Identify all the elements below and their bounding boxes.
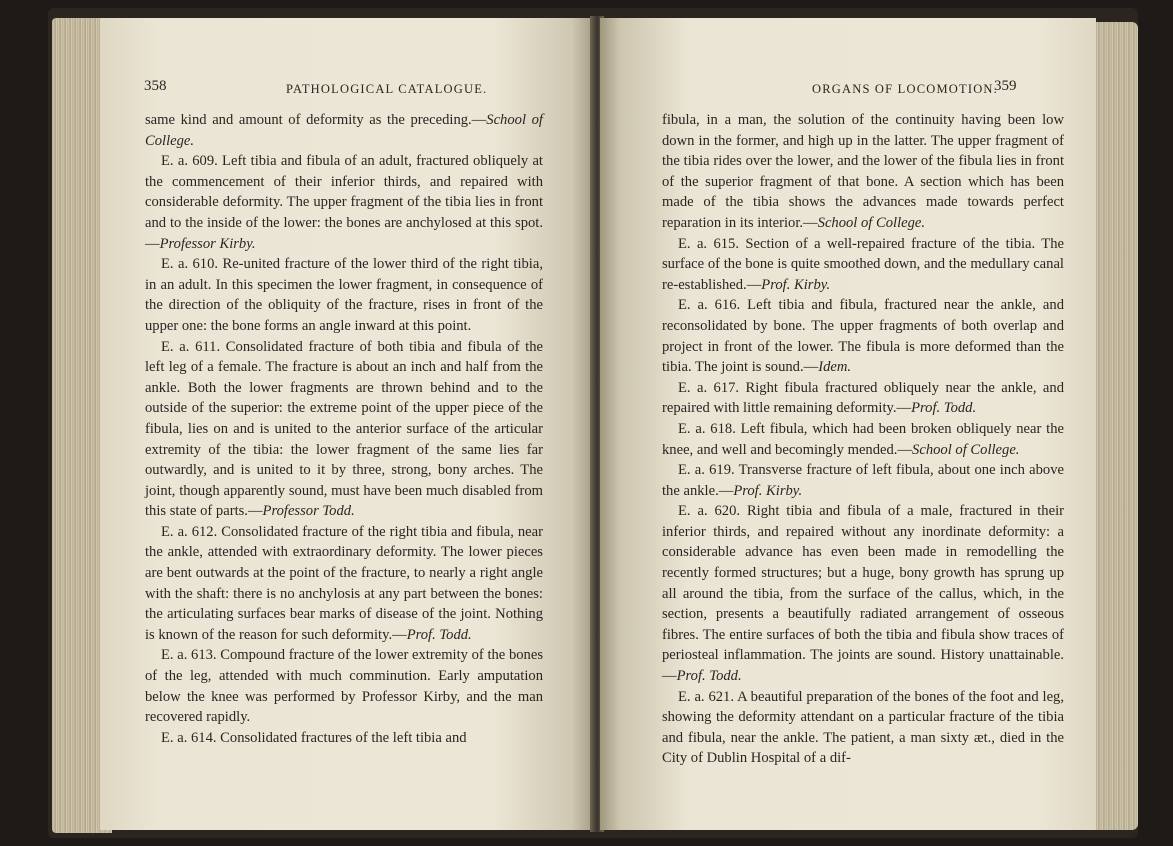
attribution: Prof. Todd. xyxy=(676,668,742,685)
attribution: Prof. Kirby. xyxy=(761,276,831,293)
paragraph-text: E. a. 616. Left tibia and fibula, fractured near the ankle, and reconsolidated by bone. The upper fragments of both overlap and project in front of the lower. The fibula is more deformed than the tibia. The joint is sound.— xyxy=(662,297,1064,376)
page-body xyxy=(662,110,1064,769)
attribution: Prof. Kirby. xyxy=(733,482,803,499)
attribution: Prof. Todd. xyxy=(911,400,977,417)
attribution: School of College. xyxy=(145,112,543,149)
paragraph xyxy=(145,151,543,254)
paragraph-text: E. a. 612. Consolidated fracture of the right tibia and fibula, near the ankle, attended with extraordinary deformity. The lower pieces are bent outwards at the point of the fracture, to nearly a right angle with the shaft: there is no anchylosis at any part between the bones: the articulating surfaces bear marks of disease of the joint. Nothing is known of the reason for such deformity.— xyxy=(145,523,543,643)
paragraph xyxy=(662,110,1064,234)
right-page xyxy=(600,18,1096,830)
running-head: PATHOLOGICAL CATALOGUE. xyxy=(286,82,488,96)
paragraph-text: E. a. 613. Compound fracture of the lower extremity of the bones of the leg, attended with much comminution. Early amputation below the knee was performed by Professor Kirby, and the man recovered rapidly. xyxy=(145,647,543,726)
paragraph xyxy=(662,687,1064,769)
paragraph xyxy=(145,645,543,727)
paragraph-text: E. a. 610. Re-united fracture of the lower third of the right tibia, in an adult. In this specimen the lower fragment, in consequence of the direction of the obliquity of the fracture, rises in front of the upper one: the bone forms an angle inward at this point. xyxy=(145,256,543,334)
left-page xyxy=(100,18,592,830)
paragraph xyxy=(662,378,1064,419)
paragraph-text: E. a. 617. Right fibula fractured obliquely near the ankle, and repaired with little remaining deformity.— xyxy=(662,379,1064,417)
paragraph xyxy=(662,460,1064,501)
attribution: School of College. xyxy=(912,441,1020,458)
running-head: ORGANS OF LOCOMOTION. xyxy=(812,82,998,96)
page-edges-right xyxy=(1092,22,1138,830)
paragraph-text: E. a. 609. Left tibia and fibula of an adult, fractured obliquely at the commencement of their inferior thirds, and repaired with considerable deformity. The upper fragment of the tibia lies in front and to the inside of the lower: the bones are anchylosed at this spot.— xyxy=(145,153,543,252)
paragraph xyxy=(145,728,543,749)
paragraph xyxy=(662,295,1064,377)
paragraph-text: E. a. 619. Transverse fracture of left fibula, about one inch above the ankle.— xyxy=(662,462,1064,499)
paragraph xyxy=(145,522,543,646)
paragraph xyxy=(145,337,543,522)
paragraph xyxy=(145,254,543,336)
paragraph-text: E. a. 620. Right tibia and fibula of a male, fractured in their inferior thirds, and repaired without any inordinate deformity: a considerable advance has even been made in remodelling the recently formed structures; but a huge, bony growth has sprung up all around the tibia, from the surface of the callus, which, in the section, presents a beautifully radiated arrangement of osseous fibres. The entire surfaces of both the tibia and fibula show traces of periosteal inflammation. The joints are sound. History unattainable.— xyxy=(662,503,1064,685)
page-body xyxy=(145,110,543,748)
attribution: Idem. xyxy=(818,359,852,376)
page-number: 358 xyxy=(144,78,167,94)
paragraph-text: E. a. 615. Section of a well-repaired fracture of the tibia. The surface of the bone is quite smoothed down, and the medullary canal re-established.— xyxy=(662,235,1064,293)
page-number: 359 xyxy=(994,78,1017,94)
paragraph xyxy=(662,234,1064,296)
paragraph-text: E. a. 614. Consolidated fractures of the left tibia and xyxy=(161,729,467,746)
paragraph xyxy=(662,419,1064,460)
paragraph-text: same kind and amount of deformity as the preceding.— xyxy=(145,112,487,128)
paragraph-text: E. a. 611. Consolidated fracture of both tibia and fibula of the left leg of a female. The fracture is about an inch and half from the ankle. Both the lower fragments are thrown behind and to the outside of the superior: the extreme point of the upper piece of the fibula, lies on and is united to the anterior surface of the articular extremity of the tibia: the lower fragment of the same lies far outwardly, and is united to it by three, strong, bony arches. The joint, though apparently sound, must have been much disabled from this state of parts.— xyxy=(145,338,543,520)
attribution: Professor Todd. xyxy=(262,503,355,520)
paragraph-text: E. a. 618. Left fibula, which had been broken obliquely near the knee, and well and becomingly mended.— xyxy=(662,420,1064,458)
paragraph-text: fibula, in a man, the solution of the continuity having been low down in the former, and high up in the latter. The upper fragment of the tibia rides over the lower, and the lower of the fibula lies in front of the superior fragment of that bone. A section which has been made of the tibia shows the advances made towards perfect reparation in its interior.— xyxy=(662,112,1064,231)
paragraph-text: E. a. 621. A beautiful preparation of the bones of the foot and leg, showing the deformity attendant on a particular fracture of the tibia and fibula, near the ankle. The patient, a man sixty æt., died in the City of Dublin Hospital of a dif- xyxy=(662,688,1064,767)
attribution: Professor Kirby. xyxy=(159,235,256,252)
attribution: Prof. Todd. xyxy=(406,626,472,643)
paragraph xyxy=(145,110,543,151)
attribution: School of College. xyxy=(817,214,926,231)
paragraph xyxy=(662,501,1064,686)
